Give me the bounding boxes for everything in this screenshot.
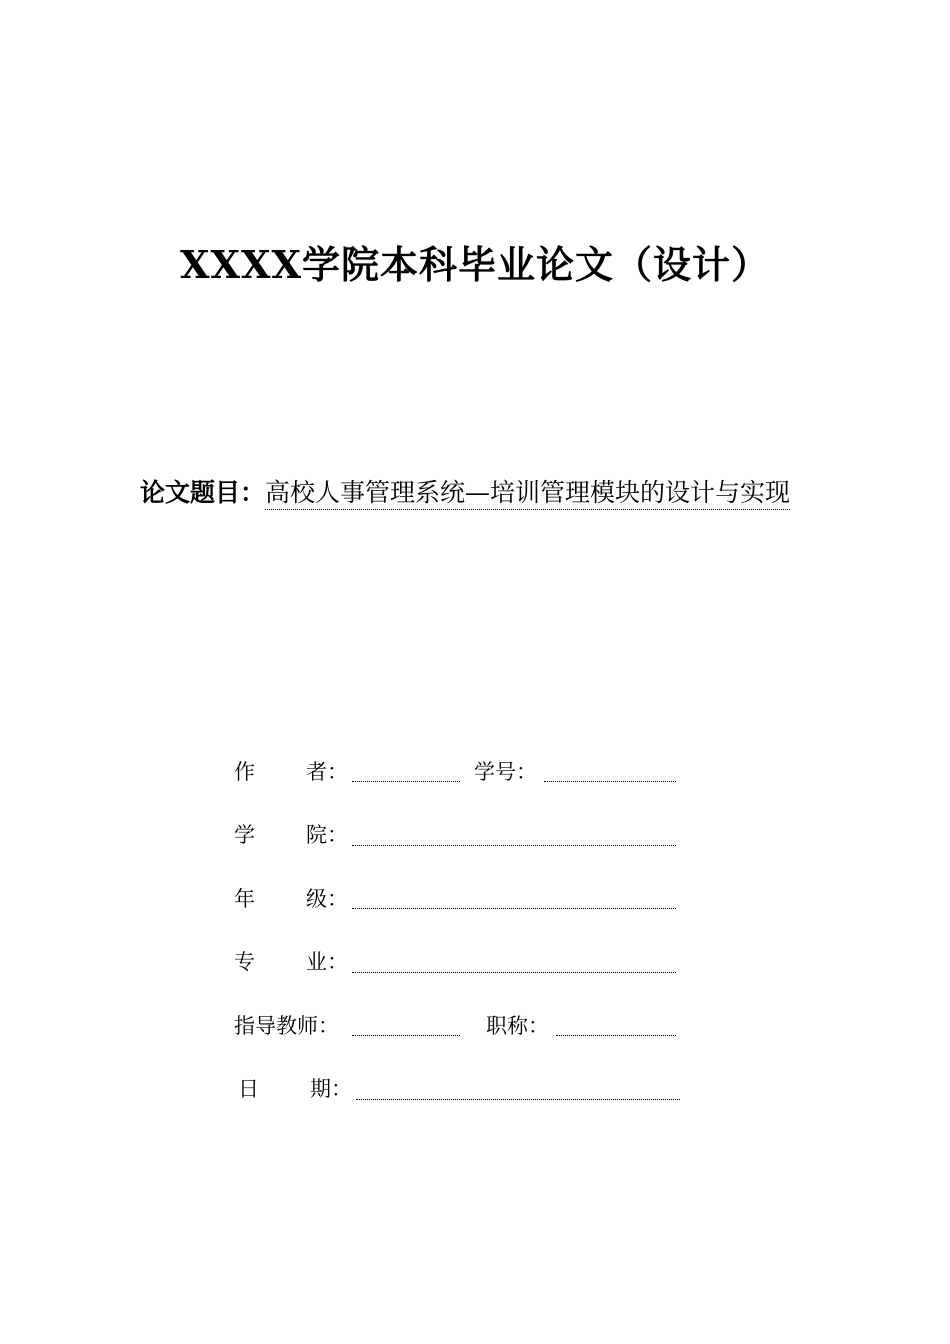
student-id-label: 学号： (474, 760, 537, 784)
college-label (234, 821, 348, 849)
date-label-char2: 期： (310, 1077, 352, 1101)
grade-label (234, 885, 348, 913)
author-label (234, 758, 348, 786)
date-label (238, 1075, 352, 1103)
date-blank-field[interactable] (356, 1099, 680, 1100)
grade-blank-field[interactable] (352, 908, 676, 909)
advisor-title-blank-field[interactable] (556, 1035, 676, 1036)
grade-label-char2: 级： (306, 887, 348, 911)
advisor-label: 指导教师： (234, 1014, 339, 1038)
college-label-char2: 院： (306, 823, 348, 847)
author-label-char2: 者： (306, 760, 348, 784)
author-blank-field[interactable] (352, 781, 460, 782)
major-label-char1: 专 (234, 950, 255, 974)
advisor-title-label: 职称： (486, 1014, 549, 1038)
thesis-title-row (140, 475, 790, 511)
grade-label-char1: 年 (234, 887, 255, 911)
cover-title: XXXX学院本科毕业论文（设计） (180, 242, 770, 287)
major-blank-field[interactable] (352, 972, 676, 973)
advisor-blank-field[interactable] (352, 1035, 460, 1036)
thesis-title-value: 高校人事管理系统—培训管理模块的设计与实现 (265, 478, 790, 510)
college-label-char1: 学 (234, 823, 255, 847)
thesis-title-label: 论文题目： (140, 478, 266, 507)
author-label-char1: 作 (234, 760, 255, 784)
major-label (234, 948, 348, 976)
date-label-char1: 日 (238, 1077, 259, 1101)
major-label-char2: 业： (306, 950, 348, 974)
college-blank-field[interactable] (352, 845, 676, 846)
student-id-blank-field[interactable] (544, 781, 676, 782)
